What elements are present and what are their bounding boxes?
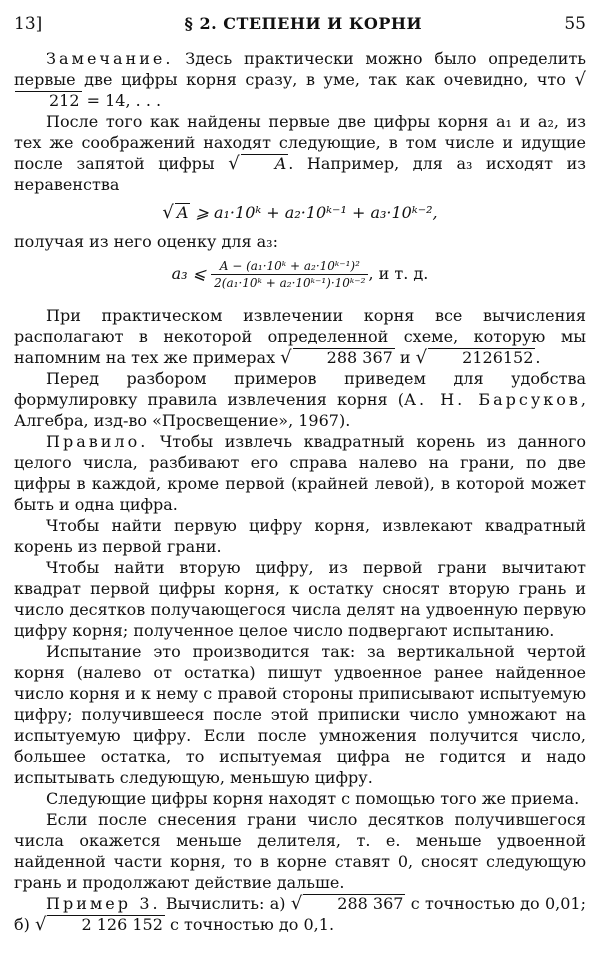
remark-lead: Замечание.: [46, 49, 174, 68]
rule-text: Чтобы извлечь квадратный корень из данного целого числа, разбивают его справа налево на грани, по две цифры в каждой, кроме первой (крайней левой), в которой может быть и одна цифра.: [14, 432, 586, 514]
example-tail: с точностью до 0,1.: [164, 915, 335, 934]
p5-tail: , Алгебра, изд-во «Просвещение», 1967).: [14, 390, 587, 430]
paragraph-second-digit: [14, 557, 586, 641]
formula-rhs: ⩾ a₁·10ᵏ + a₂·10ᵏ⁻¹ + a₃·10ᵏ⁻²,: [190, 203, 438, 222]
paragraph-example: [14, 893, 586, 935]
page-section-ref: 13]: [14, 14, 43, 34]
paragraph-estimate: [14, 231, 586, 252]
paragraph-test: [14, 641, 586, 788]
p11-text: Если после снесения грани число десятков получившегося числа окажется меньше делителя, т. е. меньше удвоенной найденной части корня, то в корне ставят 0, сносят следующую грань и продолжают действие дальше.: [14, 810, 586, 892]
example-mid: с точностью до 0,01; б): [14, 894, 586, 934]
p10-text: Следующие цифры корня находят с помощью того же приема.: [46, 789, 580, 808]
p4-mid: и: [394, 348, 416, 367]
p7-text: Чтобы найти первую цифру корня, извлекают квадратный корень из первой грани.: [14, 516, 586, 556]
formula-lhs: a₃ ⩽: [171, 264, 207, 283]
paragraph-next-digits-method: [14, 788, 586, 809]
radicand: 2 126 152: [47, 915, 164, 934]
formula-tail: , и т. д.: [368, 264, 429, 283]
example-lead: Пример 3.: [46, 894, 161, 913]
p9-text: Испытание это производится так: за вертикальной чертой корня (налево от остатка) пишут удвоенное ранее найденное число корня и к нему с правой стороны приписывают испытуемую цифру; получившееся после этой приписки число умножают на испытуемую цифру. Если после умножения получится число, большее остатка, то испытуемая цифра не годится и надо испытывать следующую, меньшую цифру.: [14, 642, 586, 787]
example-text: Вычислить: а): [160, 894, 291, 913]
radical-icon: √: [415, 347, 428, 368]
remark-text: Здесь практически можно было определить первые две цифры корня сразу, в уме, так как очевидно, что: [14, 49, 586, 89]
paragraph-scheme: [14, 305, 586, 368]
paragraph-rule-source: [14, 368, 586, 431]
radicand: 288 367: [303, 894, 405, 913]
radicand: A: [176, 203, 189, 222]
fraction-denominator: 2(a₁·10ᵏ + a₂·10ᵏ⁻¹)·10ᵏ⁻²: [214, 276, 366, 290]
p3-text: получая из него оценку для a₃:: [14, 232, 278, 251]
radical-icon: √: [34, 914, 47, 935]
paragraph-zero-digit: [14, 809, 586, 893]
inequality-formula: [14, 202, 586, 224]
estimate-formula: [14, 259, 586, 290]
radicand: 2126152: [428, 348, 535, 367]
radicand: A: [241, 154, 289, 173]
p4-tail: .: [535, 348, 541, 367]
p4-text: При практическом извлечении корня все вычисления располагают в некоторой определенной схеме, которую мы напомним на тех же примерах: [14, 306, 586, 367]
radical-icon: √: [162, 202, 174, 223]
remark-tail: = 14, . . .: [81, 91, 162, 110]
p5-text: Перед разбором примеров приведем для удобства формулировку правила извлечения корня (: [14, 369, 586, 409]
fraction: [211, 259, 368, 290]
radicand: 288 367: [293, 348, 395, 367]
radical-icon: √: [280, 347, 292, 368]
paragraph-rule: [14, 431, 586, 515]
paragraph-remark: [14, 48, 586, 111]
p8-text: Чтобы найти вторую цифру, из первой грани вычитают квадрат первой цифры корня, к остатку сносят вторую грань и число десятков получающегося числа делят на удвоенную первую цифру корня; полученное целое число подвергают испытанию.: [14, 558, 586, 640]
radical-icon: √: [290, 893, 303, 914]
radicand: 212: [15, 91, 82, 110]
fraction-numerator: A − (a₁·10ᵏ + a₂·10ᵏ⁻¹)²: [211, 259, 368, 275]
p2-text: После того как найдены первые две цифры корня a₁ и a₂, из тех же соображений находят следующие, в том числе и идущие после запятой цифры: [14, 112, 586, 173]
rule-lead: Правило.: [46, 432, 149, 451]
running-header: [14, 14, 586, 34]
paragraph-first-digit: [14, 515, 586, 557]
radical-icon: √: [228, 153, 240, 174]
section-title: § 2. СТЕПЕНИ И КОРНИ: [184, 14, 423, 33]
p2-tail: . Например, для a₃ исходят из неравенства: [14, 154, 586, 194]
page-number: 55: [564, 14, 586, 34]
author-name: А. Н. Барсуков: [403, 390, 581, 409]
radical-icon: √: [574, 69, 586, 90]
paragraph-next-digits: [14, 111, 586, 195]
